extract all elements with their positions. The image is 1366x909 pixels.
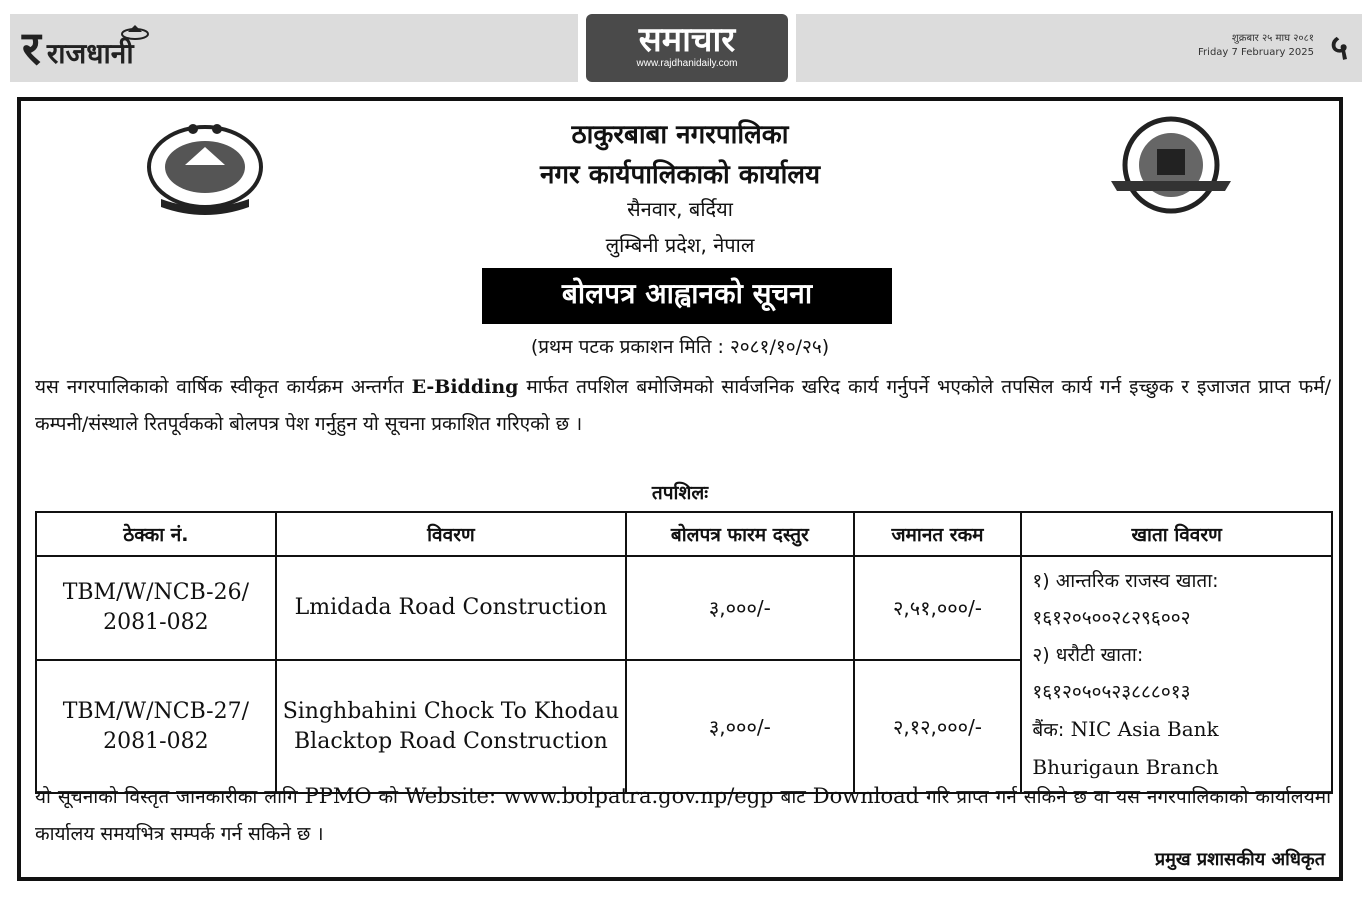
tender-table [35, 511, 1333, 794]
bid-security: २,५१,०००/- [854, 556, 1022, 660]
account-line-4: १६१२०५०५२३८८८०१३ [1032, 681, 1191, 703]
account-line-2: १६१२०५००२८२९६००२ [1032, 607, 1191, 629]
contract-no: TBM/W/NCB-27/ 2081-082 [36, 660, 276, 793]
intro-pre: यस नगरपालिकाको वार्षिक स्वीकृत कार्यक्रम अन्तर्गत [35, 376, 412, 398]
date-english: Friday 7 February 2025 [1198, 47, 1314, 58]
account-details [1021, 556, 1332, 793]
issue-date [1198, 32, 1314, 60]
header-band-left [10, 14, 578, 82]
form-fee: ३,०००/- [626, 660, 854, 793]
account-line-3: २) धरौटी खाता: [1032, 644, 1144, 666]
header-description: विवरण [276, 512, 626, 556]
header-form-fee: बोलपत्र फारम दस्तुर [626, 512, 854, 556]
outro-paragraph [35, 778, 1331, 853]
intro-post: मार्फत तपशिल बमोजिमको सार्वजनिक खरिद कार्य गर्नुपर्ने भएकोले तपसिल कार्य गर्न इच्छुक र इजाजत प्राप्त फर्म/कम्पनी/संस्थाले रितपूर्वकको बोलपत्र पेश गर्नुहुन यो सूचना प्रकाशित गरिएको छ । [35, 376, 1331, 435]
header-band-right [796, 14, 1362, 82]
bid-notice [17, 97, 1343, 881]
newspaper-header [10, 14, 1362, 82]
description: Lmidada Road Construction [276, 556, 626, 660]
form-fee: ३,०००/- [626, 556, 854, 660]
outro-text-2: को [371, 786, 405, 808]
page-number: ५ [1330, 28, 1348, 68]
header-contract-no: ठेक्का नं. [36, 512, 276, 556]
table-header-row [36, 512, 1332, 556]
address-line-2: लुम्बिनी प्रदेश, नेपाल [605, 233, 755, 257]
outro-text-3: बाट [773, 786, 813, 808]
section-title: समाचार [638, 20, 736, 60]
outro-download: Download [812, 784, 920, 808]
contract-no: TBM/W/NCB-26/ 2081-082 [36, 556, 276, 660]
logo-name: राजधानी [46, 37, 134, 70]
intro-paragraph [35, 369, 1331, 443]
address-line-1: सैनवार, बर्दिया [627, 197, 733, 221]
website-url: www.rajdhanidaily.com [636, 58, 738, 69]
bank-branch: Bhurigaun Branch [1032, 755, 1219, 779]
bank-line [1032, 711, 1321, 749]
details-label: तपशिलः [651, 482, 709, 504]
org-name: ठाकुरबाबा नगरपालिका [571, 120, 789, 150]
table-row [36, 556, 1332, 660]
notice-title: बोलपत्र आह्वानको सूचना [482, 268, 892, 324]
account-line-1: १) आन्तरिक राजस्व खाता: [1032, 570, 1219, 592]
header-bid-security: जमानत रकम [854, 512, 1022, 556]
publish-date: (प्रथम पटक प्रकाशन मिति : २०८१/१०/२५) [530, 336, 830, 358]
outro-text-1: यो सूचनाको विस्तृत जानकारीका लागि [35, 786, 305, 808]
signatory: प्रमुख प्रशासकीय अधिकृत [1154, 849, 1325, 870]
date-nepali: शुक्रबार २५ माघ २०८१ [1231, 33, 1314, 44]
header-account: खाता विवरण [1021, 512, 1332, 556]
bank-label: बैंक: [1032, 719, 1065, 741]
intro-ebidding: E-Bidding [411, 376, 519, 398]
bank-name: NIC Asia Bank [1064, 717, 1219, 741]
section-badge [586, 14, 788, 82]
bid-security: २,१२,०००/- [854, 660, 1022, 793]
crown-icon [120, 24, 150, 40]
outro-website: Website: www.bolpatra.gov.np/egp [404, 784, 774, 808]
office-name: नगर कार्यपालिकाको कार्यालय [539, 160, 821, 190]
rajdhani-logo [22, 22, 134, 74]
logo-mark: र [22, 21, 41, 75]
outro-text-4: गरि प्राप्त गर्न सकिने छ वा यस नगरपालिकाको कार्यालयमा कार्यालय समयभित्र सम्पर्क गर्न सकिने छ । [35, 786, 1331, 845]
description: Singhbahini Chock To Khodau Blacktop Road Construction [276, 660, 626, 793]
outro-ppmo: PPMO [304, 784, 372, 808]
